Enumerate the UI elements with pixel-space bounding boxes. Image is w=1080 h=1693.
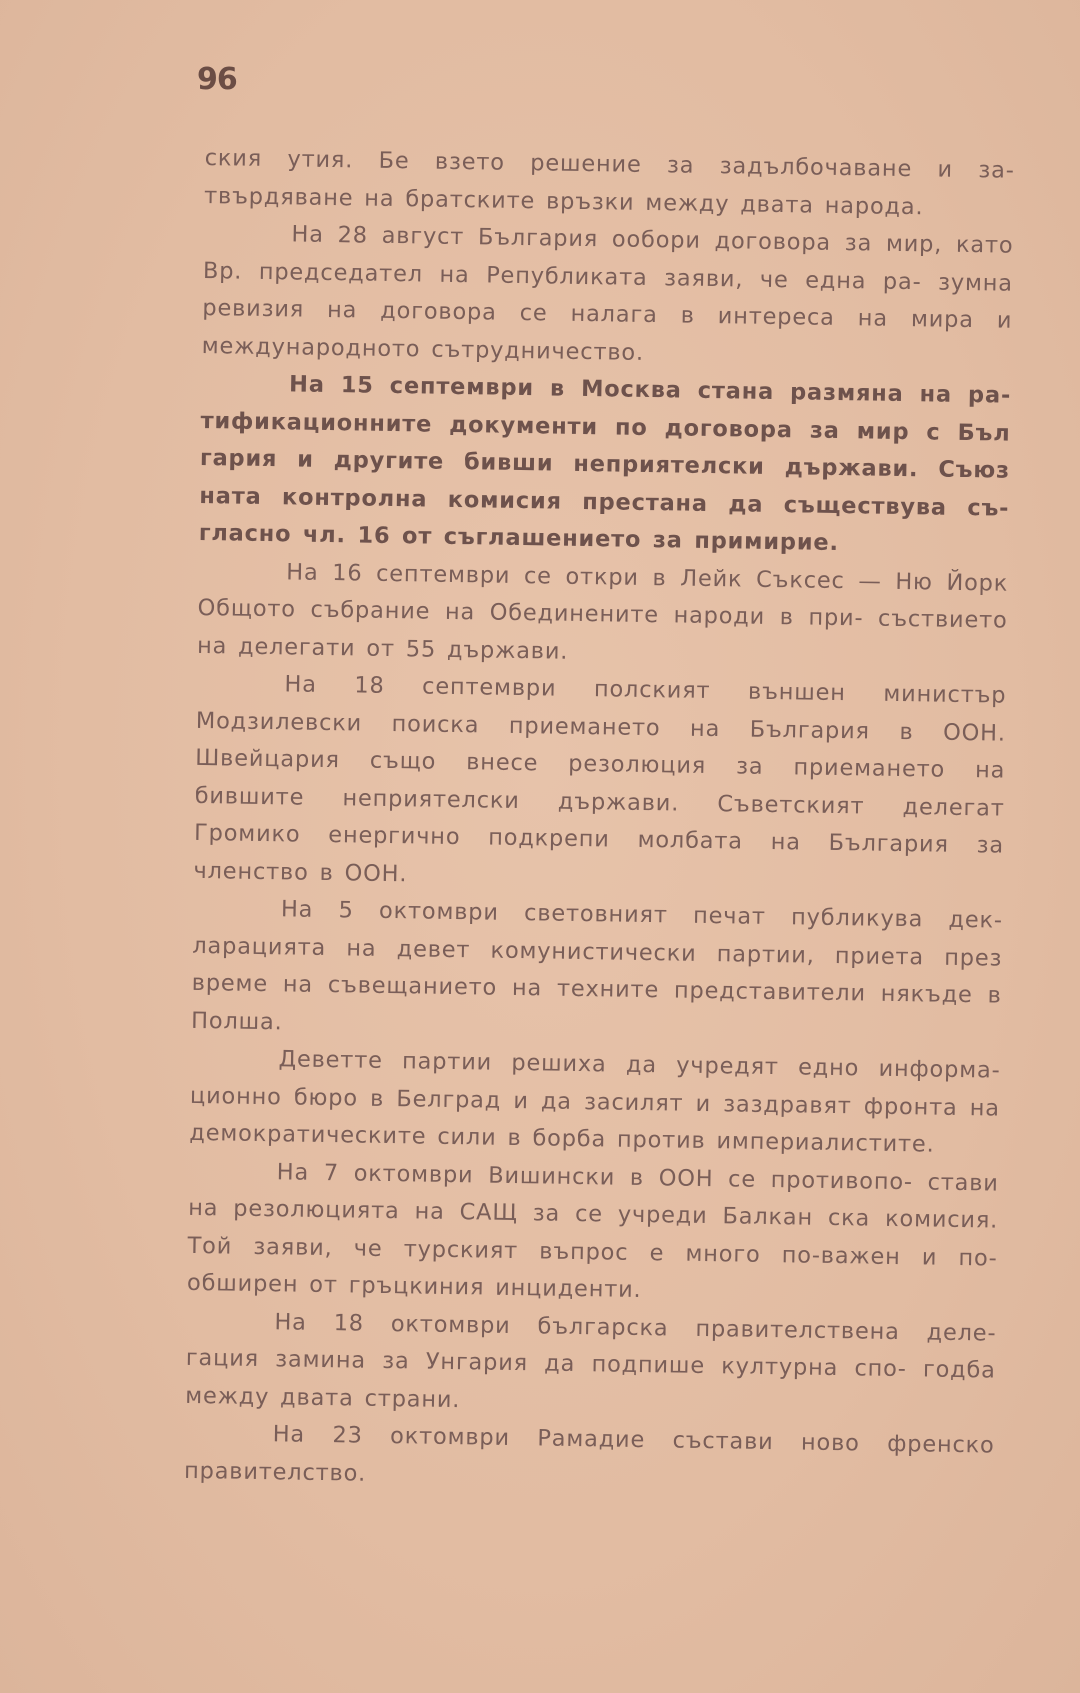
- page-number: 96: [197, 62, 237, 97]
- paragraph: На 18 октомври българска правителствена деле- гация замина за Унгария да подпише културна спо- годба между двата страни.: [185, 1308, 997, 1413]
- paragraph: На 28 август България ообори договора за мир, като Вр. председател на Републиката заяви, че една ра- зумна ревизия на договора се налага в интереса на мира и международното сътрудничество.: [201, 221, 1014, 366]
- paragraph: На 16 септември се откри в Лейк Съксес — Ню Йорк Общото събрание на Обединените народи в при- съствието на делегати от 55 държави.: [196, 558, 1009, 665]
- paragraph: На 7 октомври Вишински в ООН се противопо- стави на резолюцията на САЩ за се учреди Балкан ска комисия. Той заяви, че турският въпрос е много по-важен и по-обширен от гръцкиния инциденти.: [186, 1158, 999, 1303]
- paragraph-continuation: ския утия. Бе взето решение за задълбочаване и за- твърдяване на братските връзки между двата народа.: [203, 144, 1015, 220]
- paragraph: На 15 септември в Москва стана размяна на ра- тификационните документи по договора за мир с Бъл гария и другите бивши неприятелски държави. Съюз ната контролна комисия престана да съществува съ- гласно чл. 16 от съглашението за примирие.: [198, 371, 1012, 557]
- paragraph: Деветте партии решиха да учредят едно информа- ционно бюро в Белград и да засилят и заздравят фронта на демократическите сили в борба против империалистите.: [189, 1046, 1001, 1158]
- body-text: [184, 140, 1015, 1503]
- paragraph: На 18 септември полският външен министър Модзилевски поиска приемането на България в ООН. Швейцария също внесе резолюция за приемането на бившите неприятелски държави. Съветският делегат Громико енергично подкрепи молбата на България за членство в ООН.: [193, 671, 1007, 887]
- paragraph: На 5 октомври световният печат публикува дек- ларацията на девет комунистически партии, приета през време на съвещанието на техните представители някъде в Полша.: [190, 896, 1004, 1035]
- paragraph: На 23 октомври Рамадие състави ново френско правителство.: [183, 1421, 995, 1487]
